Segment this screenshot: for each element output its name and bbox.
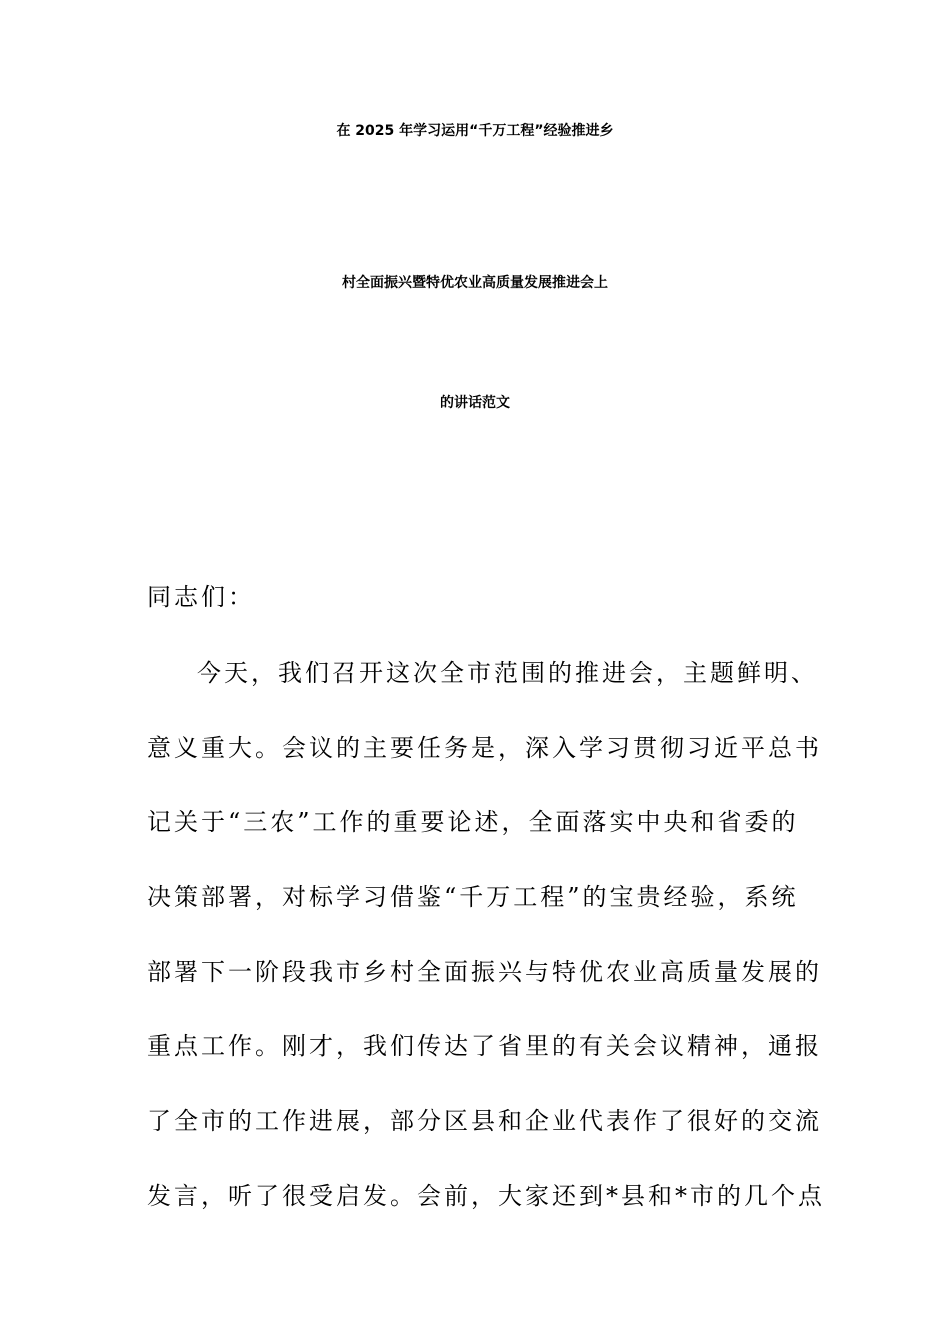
- document-title-line-3: 的讲话范文: [440, 395, 510, 411]
- salutation: 同志们：: [147, 583, 255, 611]
- body-line: 意义重大。会议的主要任务是，深入学习贯彻习近平总书: [147, 734, 822, 762]
- body-line: 重点工作。刚才，我们传达了省里的有关会议精神，通报: [147, 1032, 822, 1060]
- body-line: 部署下一阶段我市乡村全面振兴与特优农业高质量发展的: [147, 958, 822, 986]
- body-line: 发言，听了很受启发。会前，大家还到*县和*市的几个点: [147, 1182, 825, 1210]
- body-line: 记关于“三农”工作的重要论述，全面落实中央和省委的: [147, 808, 799, 836]
- body-line: 了全市的工作进展，部分区县和企业代表作了很好的交流: [147, 1107, 822, 1135]
- document-title-line-1: 在 2025 年学习运用“千万工程”经验推进乡: [336, 123, 614, 139]
- body-line: 今天，我们召开这次全市范围的推进会，主题鲜明、: [197, 659, 818, 687]
- document-title-line-2: 村全面振兴暨特优农业高质量发展推进会上: [342, 275, 608, 291]
- body-line: 决策部署，对标学习借鉴“千万工程”的宝贵经验，系统: [147, 883, 799, 911]
